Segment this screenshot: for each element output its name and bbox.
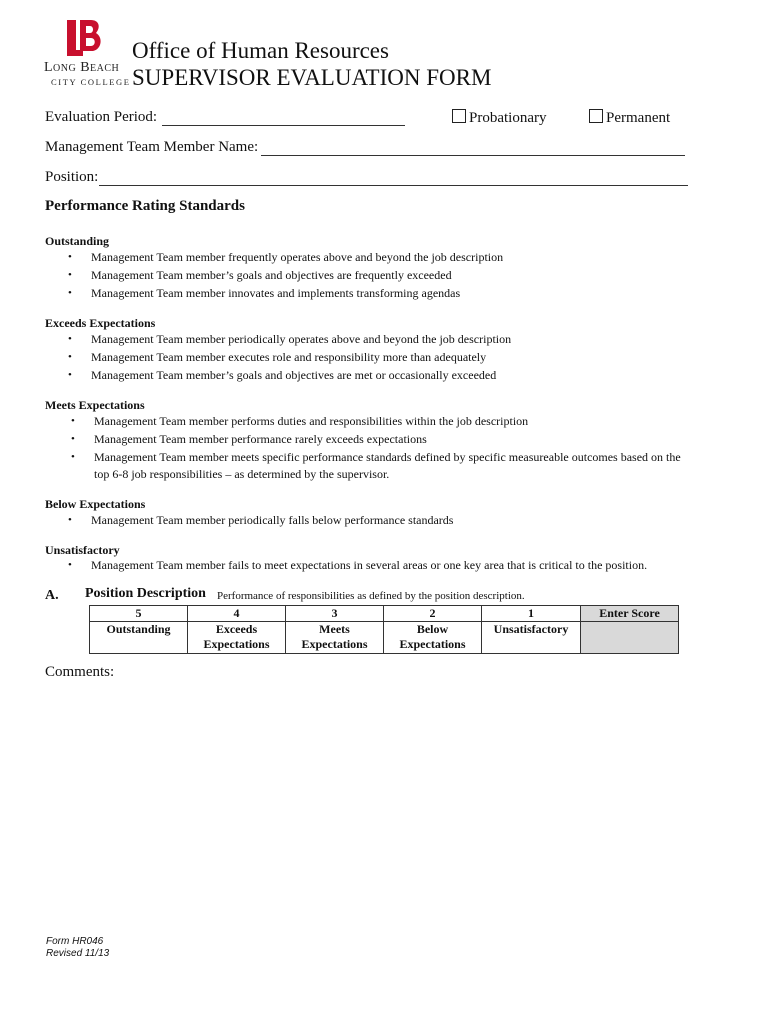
list-item: • Management Team member periodically falls below performance standards [68, 513, 454, 527]
list-item: • Management Team member fails to meet expectations in several areas or one key area that is critical to the position. [68, 558, 648, 572]
section-description: Performance of responsibilities as defined by the position description. [217, 590, 525, 602]
position-label: Position: [45, 169, 99, 185]
comments-area[interactable] [45, 690, 725, 920]
score-2: 2 [384, 606, 482, 622]
office-title: Office of Human Resources [132, 38, 389, 63]
score-1: 1 [482, 606, 581, 622]
scale-label-meets: Meets Expectations [286, 622, 384, 654]
position-field[interactable] [99, 171, 688, 186]
score-5: 5 [90, 606, 188, 622]
form-title: SUPERVISOR EVALUATION FORM [132, 65, 492, 90]
list-item: • Management Team member periodically operates above and beyond the job description [68, 332, 512, 346]
logo-subtitle: CITY COLLEGE [51, 77, 131, 87]
rating-scale-table [89, 605, 679, 654]
scale-label-outstanding: Outstanding [90, 622, 188, 654]
permanent-checkbox[interactable] [589, 109, 603, 123]
rating-standards-heading: Performance Rating Standards [45, 198, 245, 214]
long-beach-logo-icon [64, 18, 104, 60]
enter-score-header: Enter Score [581, 606, 679, 622]
category-below: Below Expectations [45, 497, 146, 511]
list-item: • Management Team member performs duties and responsibilities within the job description [71, 414, 529, 428]
evaluation-period-label: Evaluation Period: [45, 109, 158, 125]
probationary-checkbox[interactable] [452, 109, 466, 123]
category-exceeds: Exceeds Expectations [45, 316, 156, 330]
probationary-label: Probationary [469, 110, 547, 126]
section-letter: A. [45, 588, 59, 603]
permanent-label: Permanent [606, 110, 671, 126]
category-meets: Meets Expectations [45, 398, 145, 412]
scale-label-exceeds: Exceeds Expectations [188, 622, 286, 654]
category-unsatisfactory: Unsatisfactory [45, 543, 120, 557]
member-name-label: Management Team Member Name: [45, 139, 259, 155]
category-outstanding: Outstanding [45, 234, 110, 248]
permanent-option[interactable] [589, 109, 670, 127]
list-item-continuation: top 6-8 job responsibilities – as determined by the supervisor. [94, 467, 390, 481]
probationary-option[interactable] [452, 109, 546, 127]
enter-score-input[interactable] [581, 622, 679, 654]
scale-label-unsatisfactory: Unsatisfactory [482, 622, 581, 654]
list-item: • Management Team member innovates and implements transforming agendas [68, 286, 461, 300]
form-revised: Revised 11/13 [46, 948, 110, 959]
list-item: • Management Team member frequently operates above and beyond the job description [68, 250, 504, 264]
list-item: • Management Team member’s goals and objectives are met or occasionally exceeded [68, 368, 497, 382]
list-item: • Management Team member performance rarely exceeds expectations [71, 432, 427, 446]
comments-label: Comments: [45, 664, 115, 680]
score-4: 4 [188, 606, 286, 622]
form-number: Form HR046 [46, 936, 104, 947]
logo-name: Long Beach [44, 60, 120, 75]
score-3: 3 [286, 606, 384, 622]
section-title: Position Description [85, 586, 206, 601]
list-item: • Management Team member’s goals and objectives are frequently exceeded [68, 268, 452, 282]
list-item: • Management Team member executes role and responsibility more than adequately [68, 350, 487, 364]
member-name-field[interactable] [261, 141, 685, 156]
scale-label-below: Below Expectations [384, 622, 482, 654]
evaluation-period-field[interactable] [162, 111, 405, 126]
form-footer [46, 936, 109, 960]
list-item: • Management Team member meets specific performance standards defined by specific measureable outcomes based on the [71, 450, 681, 464]
